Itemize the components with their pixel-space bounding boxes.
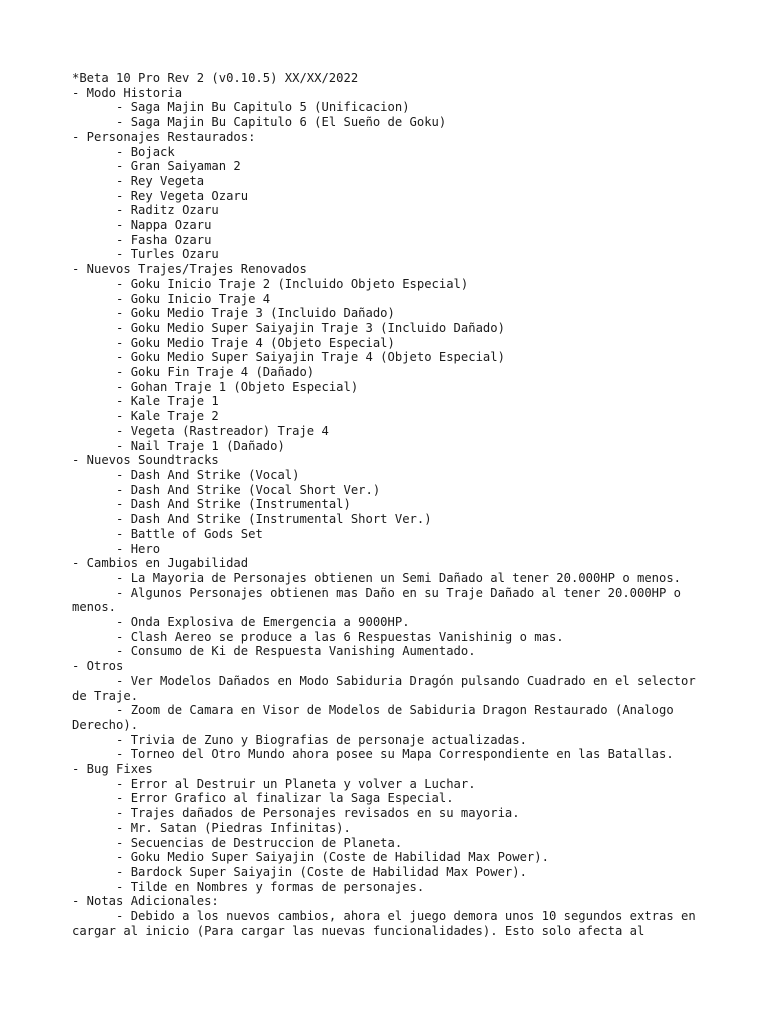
list-item: - Gohan Traje 1 (Objeto Especial) <box>72 379 359 394</box>
list-item: - Bardock Super Saiyajin (Coste de Habilidad Max Power). <box>72 864 527 879</box>
section-title-cambios-jugabilidad: - Cambios en Jugabilidad <box>72 556 249 571</box>
list-item: - Vegeta (Rastreador) Traje 4 <box>72 423 329 438</box>
list-item: - Mr. Satan (Piedras Infinitas). <box>72 820 351 835</box>
section-title-bug-fixes: - Bug Fixes <box>72 762 153 777</box>
list-item: - Goku Medio Super Saiyajin Traje 4 (Objeto Especial) <box>72 350 505 365</box>
section-title-nuevos-soundtracks: - Nuevos Soundtracks <box>72 453 219 468</box>
list-item: - Error Grafico al finalizar la Saga Especial. <box>72 791 454 806</box>
document-header: *Beta 10 Pro Rev 2 (v0.10.5) XX/XX/2022 <box>72 71 359 85</box>
list-item: - Trajes dañados de Personajes revisados en su mayoria. <box>72 806 520 821</box>
list-item: - Battle of Gods Set <box>72 526 263 541</box>
section-title-modo-historia: - Modo Historia <box>72 85 183 100</box>
list-item: - Onda Explosiva de Emergencia a 9000HP. <box>72 615 410 630</box>
list-item: - Debido a los nuevos cambios, ahora el juego demora unos 10 segundos extras en cargar al inicio (Para cargar las nuevas funcionalidades). Esto solo afecta al <box>72 909 704 938</box>
list-item: - Kale Traje 1 <box>72 394 219 409</box>
section-title-nuevos-trajes: - Nuevos Trajes/Trajes Renovados <box>72 262 307 277</box>
section-title-personajes-restaurados: - Personajes Restaurados: <box>72 129 256 144</box>
list-item: - Raditz Ozaru <box>72 203 219 218</box>
list-item: - Consumo de Ki de Respuesta Vanishing Aumentado. <box>72 644 476 659</box>
list-item: - Goku Medio Traje 3 (Incluido Dañado) <box>72 306 395 321</box>
list-item: - Zoom de Camara en Visor de Modelos de Sabiduria Dragon Restaurado (Analogo Derecho). <box>72 703 682 732</box>
list-item: - Nail Traje 1 (Dañado) <box>72 438 285 453</box>
list-item: - Hero <box>72 541 161 556</box>
list-item: - Clash Aereo se produce a las 6 Respuestas Vanishinig o mas. <box>72 629 564 644</box>
section-title-otros: - Otros <box>72 659 124 674</box>
list-item: - Goku Fin Traje 4 (Dañado) <box>72 365 315 380</box>
list-item: - Goku Medio Traje 4 (Objeto Especial) <box>72 335 395 350</box>
list-item: - Tilde en Nombres y formas de personajes. <box>72 879 425 894</box>
list-item: - Goku Inicio Traje 4 <box>72 291 271 306</box>
list-item: - Dash And Strike (Vocal Short Ver.) <box>72 482 381 497</box>
section-title-notas-adicionales: - Notas Adicionales: <box>72 894 219 909</box>
list-item: - Goku Inicio Traje 2 (Incluido Objeto Especial) <box>72 276 469 291</box>
list-item: - Saga Majin Bu Capitulo 6 (El Sueño de Goku) <box>72 115 447 130</box>
list-item: - Saga Majin Bu Capitulo 5 (Unificacion) <box>72 100 410 115</box>
list-item: - Nappa Ozaru <box>72 218 212 233</box>
list-item: - Dash And Strike (Instrumental Short Ver.) <box>72 512 432 527</box>
list-item: - Dash And Strike (Instrumental) <box>72 497 351 512</box>
list-item: - Rey Vegeta <box>72 173 205 188</box>
list-item: - Ver Modelos Dañados en Modo Sabiduria Dragón pulsando Cuadrado en el selector de Traje. <box>72 673 704 703</box>
changelog-document <box>72 71 704 938</box>
list-item: - Gran Saiyaman 2 <box>72 159 241 174</box>
list-item: - Error al Destruir un Planeta y volver a Luchar. <box>72 776 476 791</box>
list-item: - Turles Ozaru <box>72 247 219 262</box>
list-item: - La Mayoria de Personajes obtienen un Semi Dañado al tener 20.000HP o menos. <box>72 570 682 585</box>
list-item: - Dash And Strike (Vocal) <box>72 467 300 482</box>
list-item: - Trivia de Zuno y Biografias de personaje actualizadas. <box>72 732 527 747</box>
list-item: - Fasha Ozaru <box>72 232 212 247</box>
list-item: - Rey Vegeta Ozaru <box>72 188 249 203</box>
list-item: - Secuencias de Destruccion de Planeta. <box>72 835 403 850</box>
list-item: - Kale Traje 2 <box>72 409 219 424</box>
list-item: - Goku Medio Super Saiyajin (Coste de Habilidad Max Power). <box>72 850 549 865</box>
list-item: - Goku Medio Super Saiyajin Traje 3 (Incluido Dañado) <box>72 320 505 335</box>
list-item: - Torneo del Otro Mundo ahora posee su Mapa Correspondiente en las Batallas. <box>72 747 674 762</box>
list-item: - Bojack <box>72 144 175 159</box>
list-item: - Algunos Personajes obtienen mas Daño en su Traje Dañado al tener 20.000HP o menos. <box>72 585 689 615</box>
